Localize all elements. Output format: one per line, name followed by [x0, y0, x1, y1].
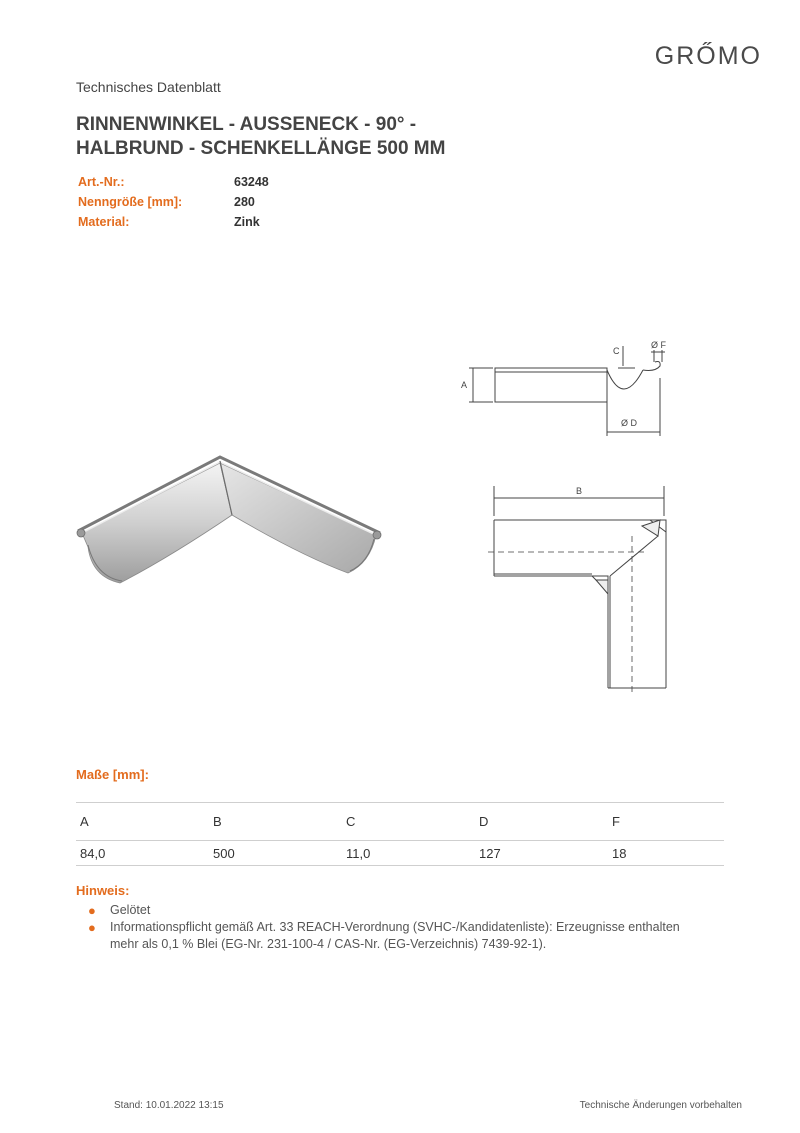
side-view-drawing [455, 338, 675, 440]
table-cell: 84,0 [76, 841, 209, 866]
notes-label: Hinweis: [76, 883, 130, 898]
table-header-cell: D [475, 803, 608, 841]
title-line-1: RINNENWINKEL - AUSSENECK - 90° - [76, 114, 417, 135]
list-item [88, 902, 708, 919]
dimensions-label: Maße [mm]: [76, 767, 149, 782]
property-label: Nenngröße [mm]: [78, 195, 183, 209]
property-label: Material: [78, 215, 130, 229]
dim-label-b: B [576, 486, 583, 496]
brand-logo: GRŐMO [654, 42, 762, 70]
table-header-cell: B [209, 803, 342, 841]
note-text: Gelötet [110, 903, 151, 917]
product-title [76, 113, 596, 161]
dim-label-f: Ø F [651, 340, 666, 350]
table-cell: 500 [209, 841, 342, 866]
notes-list [88, 902, 708, 953]
property-row-material [78, 215, 269, 235]
product-image [70, 445, 390, 595]
note-text: Informationspflicht gemäß Art. 33 REACH-Verordnung (SVHC-/Kandidatenliste): Erzeugnisse enthalten mehr als 0,1 % Blei (EG-Nr. 231-100-4 / CAS-Nr. (EG-Verzeichnis) 7439-92-1). [110, 920, 680, 951]
footer-disclaimer: Technische Änderungen vorbehalten [579, 1100, 742, 1111]
dimensions-table [76, 802, 724, 866]
bullet-icon: ● [88, 920, 96, 935]
dim-label-a: A [461, 380, 468, 390]
top-view-drawing [482, 480, 672, 694]
property-value: 63248 [234, 175, 269, 189]
property-label: Art.-Nr.: [78, 175, 125, 189]
property-value: 280 [234, 195, 255, 209]
table-header-cell: F [608, 803, 724, 841]
dim-label-c: C [613, 346, 620, 356]
property-row-art-nr [78, 175, 269, 195]
footer-stand: Stand: 10.01.2022 13:15 [114, 1100, 224, 1111]
document-type: Technisches Datenblatt [76, 79, 221, 95]
list-item [88, 919, 708, 953]
table-row [76, 841, 724, 866]
product-properties [78, 175, 269, 235]
bullet-icon: ● [88, 903, 96, 918]
dim-label-d: Ø D [621, 418, 638, 428]
table-header-cell: A [76, 803, 209, 841]
table-header-cell: C [342, 803, 475, 841]
table-cell: 11,0 [342, 841, 475, 866]
table-cell: 18 [608, 841, 724, 866]
title-line-2: HALBRUND - SCHENKELLÄNGE 500 MM [76, 138, 446, 159]
property-value: Zink [234, 215, 260, 229]
table-header-row [76, 803, 724, 841]
table-cell: 127 [475, 841, 608, 866]
property-row-nenngroesse [78, 195, 269, 215]
